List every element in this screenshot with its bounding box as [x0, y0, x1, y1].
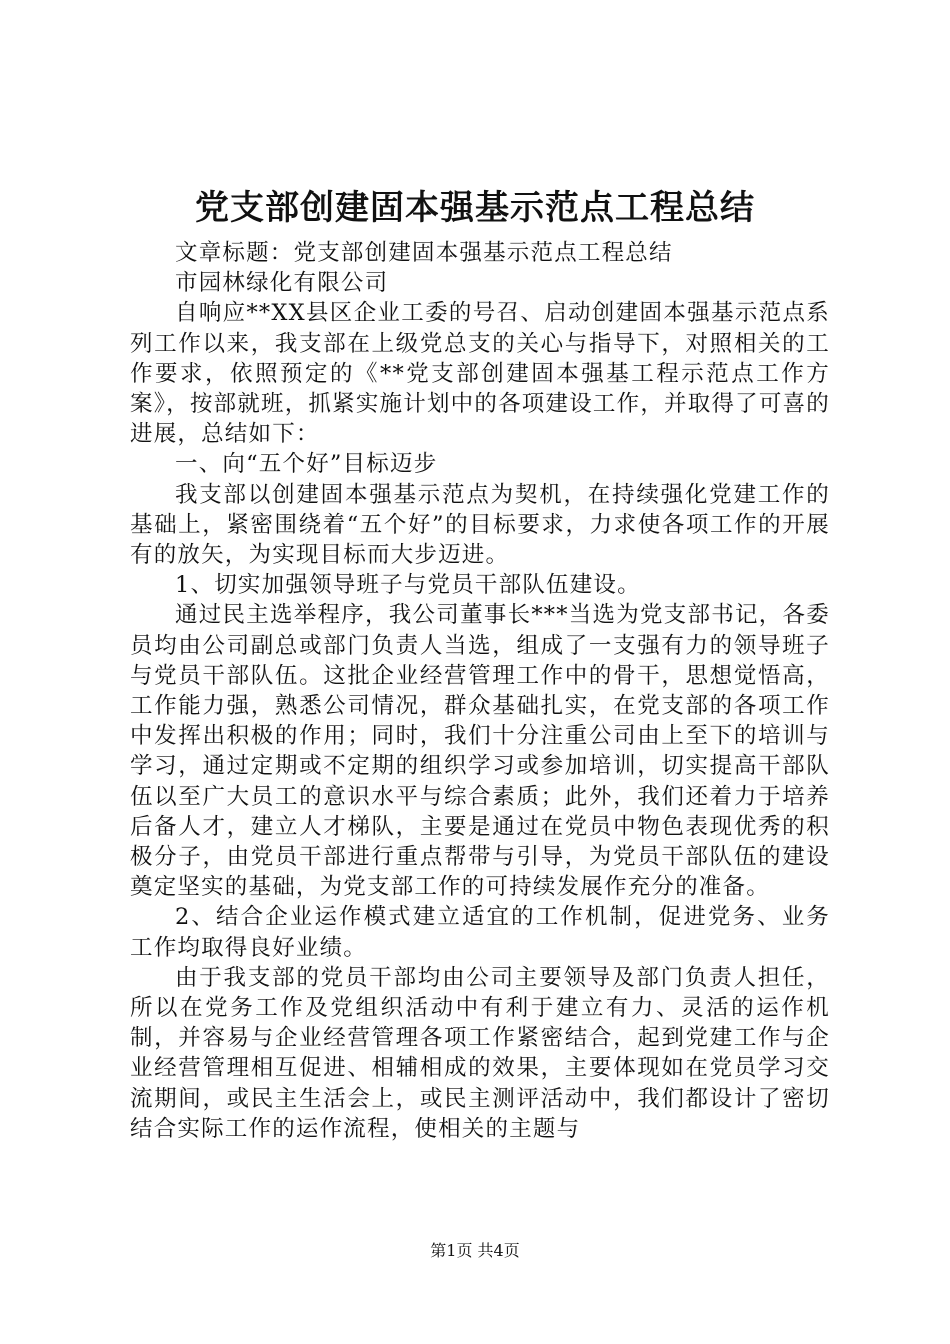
paragraph: 由于我支部的党员干部均由公司主要领导及部门负责人担任，所以在党务工作及党组织活动中有利于建立有力、灵活的运作机制，并容易与企业经营管理各项工作紧密结合，起到党建工作与企业经营管理相互促进、相辅相成的效果，主要体现如在党员学习交流期间，或民主生活会上，或民主测评活动中，我们都设计了密切结合实际工作的运作流程，使相关的主题与	[130, 964, 830, 1142]
page-footer: 第1页 共4页	[430, 1241, 520, 1260]
section-heading: 一、向“五个好”目标迈步	[175, 451, 438, 478]
article-title-line: 文章标题：党支部创建固本强基示范点工程总结	[175, 240, 673, 266]
paragraph: 我支部以创建固本强基示范点为契机，在持续强化党建工作的基础上，紧密围绕着“五个好”的目标要求，力求使各项工作的开展有的放矢，为实现目标而大步迈进。	[130, 481, 830, 569]
paragraph-intro: 自响应**XX县区企业工委的号召、启动创建固本强基示范点系列工作以来，我支部在上级党总支的关心与指导下，对照相关的工作要求，依照预定的《**党支部创建固本强基工程示范点工作方案》，按部就班，抓紧实施计划中的各项建设工作，并取得了可喜的进展，总结如下：	[130, 300, 830, 448]
document-body	[130, 238, 830, 1144]
subsection-heading: 1、切实加强领导班子与党员干部队伍建设。	[175, 572, 641, 599]
company-name: 市园林绿化有限公司	[175, 270, 389, 297]
subsection-heading: 2、结合企业运作模式建立适宜的工作机制，促进党务、业务工作均取得良好业绩。	[130, 904, 830, 961]
document-title: 党支部创建固本强基示范点工程总结	[195, 188, 755, 228]
paragraph: 通过民主选举程序，我公司董事长***当选为党支部书记，各委员均由公司副总或部门负责人当选，组成了一支强有力的领导班子与党员干部队伍。这批企业经营管理工作中的骨干，思想觉悟高，工作能力强，熟悉公司情况，群众基础扎实，在党支部的各项工作中发挥出积极的作用；同时，我们十分注重公司由上至下的培训与学习，通过定期或不定期的组织学习或参加培训，切实提高干部队伍以至广大员工的意识水平与综合素质；此外，我们还着力于培养后备人才，建立人才梯队，主要是通过在党员中物色表现优秀的积极分子，由党员干部进行重点帮带与引导，为党员干部队伍的建设奠定坚实的基础，为党支部工作的可持续发展作充分的准备。	[130, 602, 830, 901]
